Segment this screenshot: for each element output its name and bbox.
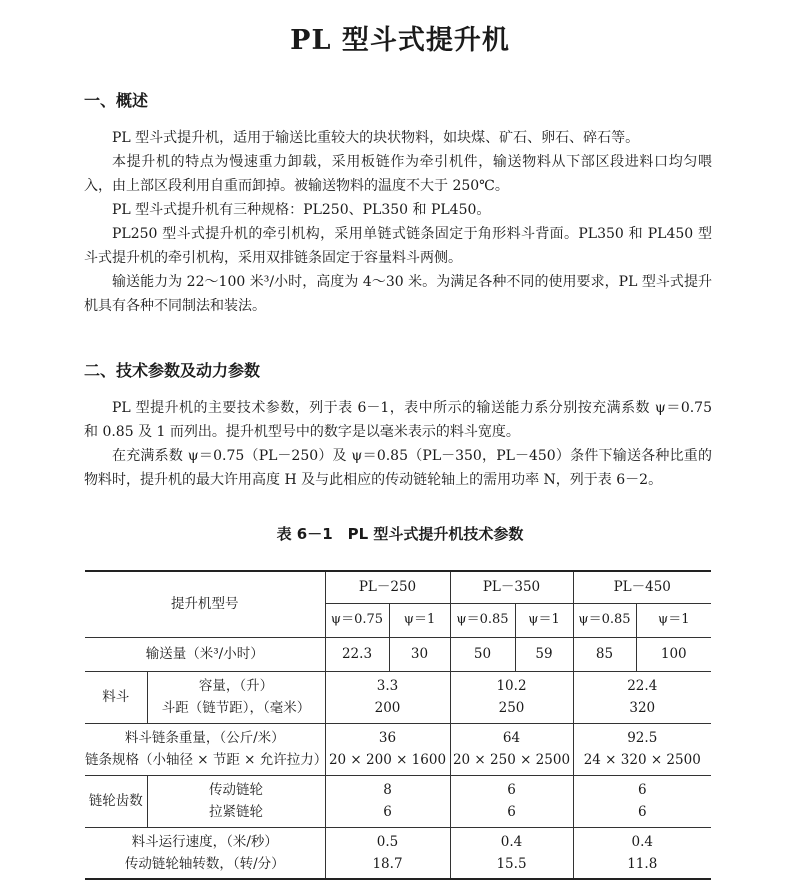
speed-values xyxy=(573,827,711,879)
bucket-pitch-value: 320 xyxy=(629,700,656,716)
bucket-pitch-value: 250 xyxy=(498,700,525,716)
chain-spec-value: 24 × 320 × 2500 xyxy=(583,752,701,768)
chain-weight-value: 92.5 xyxy=(627,730,658,746)
fill-coefficient: ψ＝1 xyxy=(636,603,711,637)
bucket-volume-value: 22.4 xyxy=(627,678,658,694)
spec-table xyxy=(85,570,711,880)
paragraph: 本提升机的特点为慢速重力卸载，采用板链作为牵引机件，输送物料从下部区段进料口均匀喂入，由上部区段利用自重而卸掉。被输送物料的温度不大于 250℃。 xyxy=(84,154,712,194)
paragraph: PL 型斗式提升机，适用于输送比重较大的块状物料，如块煤、矿石、卵石、碎石等。 xyxy=(112,130,640,146)
paragraph: 输送能力为 22～100 米³/小时，高度为 4～30 米。为满足各种不同的使用要求，PL 型斗式提升机具有各种不同制法和装法。 xyxy=(84,274,712,314)
sprocket-labels xyxy=(147,775,325,827)
page-title: PL 型斗式提升机 xyxy=(290,25,510,56)
drive-sprocket-value: 6 xyxy=(507,782,516,798)
capacity-value: 22.3 xyxy=(325,637,389,671)
model-header: PL－450 xyxy=(573,571,711,603)
capacity-label: 输送量（米³/小时） xyxy=(85,637,325,671)
rpm-value: 15.5 xyxy=(496,855,527,872)
speed-value: 0.5 xyxy=(376,833,399,850)
model-header: PL－350 xyxy=(450,571,573,603)
chain-labels xyxy=(85,723,328,775)
sprocket-values xyxy=(325,775,450,827)
sprocket-group-label: 链轮齿数 xyxy=(85,775,147,827)
section-heading-overview: 一、概述 xyxy=(84,91,149,110)
chain-weight-value: 64 xyxy=(502,730,521,746)
speed-values xyxy=(450,827,573,879)
chain-spec-value: 20 × 200 × 1600 xyxy=(328,752,447,768)
speed-value: 0.4 xyxy=(631,833,653,850)
capacity-value: 59 xyxy=(515,637,573,671)
capacity-value: 50 xyxy=(450,637,515,671)
chain-weight-value: 36 xyxy=(378,730,397,746)
speed-labels xyxy=(85,827,325,879)
drive-sprocket-value: 8 xyxy=(383,782,392,798)
fill-coefficient: ψ＝1 xyxy=(515,603,573,637)
tension-sprocket-value: 6 xyxy=(383,804,392,820)
tension-sprocket-label: 拉紧链轮 xyxy=(209,804,263,820)
chain-values xyxy=(450,723,573,775)
chain-spec-label: 链条规格（小轴径 × 节距 × 允许拉力） xyxy=(85,752,328,768)
fill-coefficient: ψ＝1 xyxy=(389,603,450,637)
sprocket-values xyxy=(573,775,711,827)
paragraph: PL250 型斗式提升机的牵引机构，采用单链式链条固定于角形料斗背面。PL350 和 PL450 型斗式提升机的牵引机构，采用双排链条固定于容量料斗两侧。 xyxy=(84,226,712,266)
tension-sprocket-value: 6 xyxy=(507,804,516,820)
bucket-pitch-value: 200 xyxy=(374,700,401,716)
bucket-volume-value: 10.2 xyxy=(496,678,527,694)
speed-values xyxy=(325,827,450,879)
chain-values xyxy=(325,723,450,775)
fill-coefficient: ψ＝0.85 xyxy=(573,603,636,637)
bucket-volume-label: 容量，（升） xyxy=(198,678,274,694)
model-header: PL－250 xyxy=(325,571,450,603)
bucket-group-label: 料斗 xyxy=(85,671,147,723)
drive-sprocket-value: 6 xyxy=(637,782,647,798)
fill-coefficient: ψ＝0.75 xyxy=(325,603,389,637)
rpm-value: 11.8 xyxy=(627,855,658,872)
speed-label: 料斗运行速度，（米/秒） xyxy=(131,833,278,850)
rpm-value: 18.7 xyxy=(372,855,403,872)
paragraph: PL 型提升机的主要技术参数，列于表 6－1，表中所示的输送能力系分别按充满系数 ψ＝0.75 和 0.85 及 1 而列出。提升机型号中的数字是以毫米表示的料斗宽度。 xyxy=(84,400,712,440)
paragraph: 在充满系数 ψ＝0.75（PL－250）及 ψ＝0.85（PL－350，PL－450）条件下输送各种比重的物料时，提升机的最大许用高度 H 及与此相应的传动链轮轴上的需用功率 N，列于表 6－2。 xyxy=(84,448,712,488)
chain-spec-value: 20 × 250 × 2500 xyxy=(452,752,571,768)
bucket-values xyxy=(450,671,573,723)
sprocket-values xyxy=(450,775,573,827)
paragraph: PL 型斗式提升机有三种规格：PL250、PL350 和 PL450。 xyxy=(112,202,491,218)
bucket-volume-value: 3.3 xyxy=(376,678,399,694)
section-heading-params: 二、技术参数及动力参数 xyxy=(84,361,261,380)
capacity-value: 85 xyxy=(573,637,636,671)
table-caption: 表 6－1 PL 型斗式提升机技术参数 xyxy=(276,525,524,543)
bucket-values xyxy=(325,671,450,723)
drive-sprocket-label: 传动链轮 xyxy=(209,782,263,798)
capacity-value: 100 xyxy=(636,637,711,671)
chain-values xyxy=(573,723,711,775)
tension-sprocket-value: 6 xyxy=(637,804,647,820)
chain-weight-label: 料斗链条重量，（公斤/米） xyxy=(124,730,285,746)
bucket-values xyxy=(573,671,711,723)
fill-coefficient: ψ＝0.85 xyxy=(450,603,515,637)
model-label: 提升机型号 xyxy=(85,571,325,637)
capacity-value: 30 xyxy=(389,637,450,671)
speed-value: 0.4 xyxy=(500,833,523,850)
bucket-labels xyxy=(147,671,325,723)
bucket-pitch-label: 斗距（链节距），（毫米） xyxy=(161,700,311,716)
rpm-label: 传动链轮轴转数，（转/分） xyxy=(124,855,285,872)
